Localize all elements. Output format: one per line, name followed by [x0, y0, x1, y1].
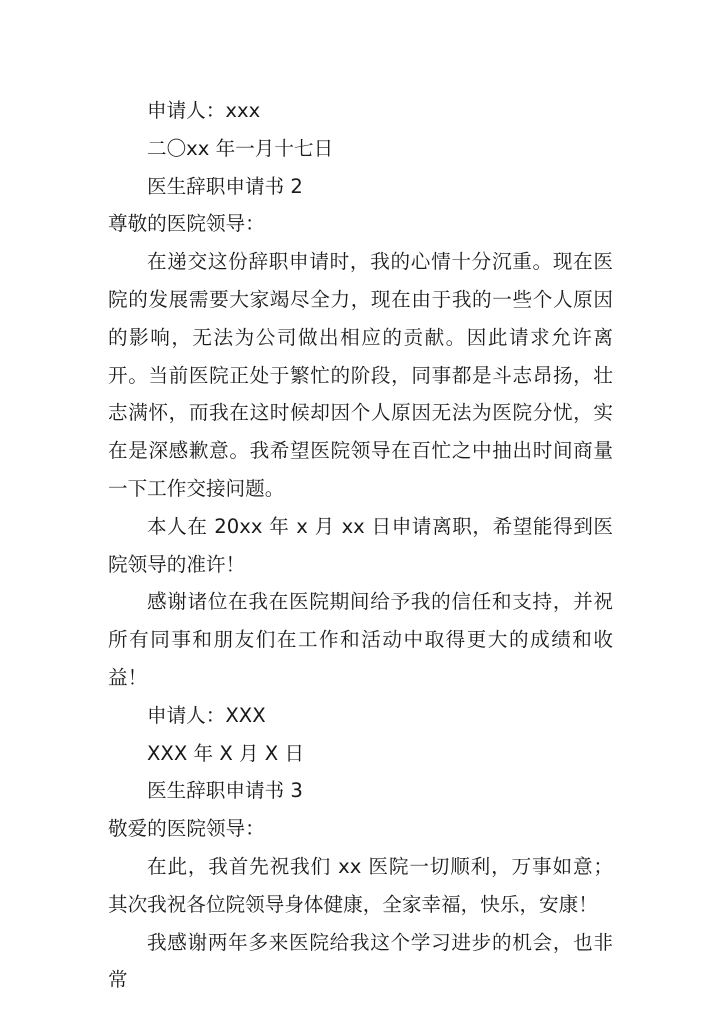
- applicant-line: 申请人：XXX: [147, 703, 266, 727]
- document-body: [108, 92, 613, 999]
- body-paragraph: 在此，我首先祝我们 xx 医院一切顺利，万事如意；其次我祝各位院领导身体健康，全家幸福，快乐，安康！: [108, 854, 613, 916]
- body-paragraph: 在递交这份辞职申请时，我的心情十分沉重。现在医院的发展需要大家竭尽全力，现在由于我的一些个人原因的影响，无法为公司做出相应的贡献。因此请求允许离开。当前医院正处于繁忙的阶段，同事都是斗志昂扬，壮志满怀，而我在这时候却因个人原因无法为医院分忧，实在是深感歉意。我希望医院领导在百忙之中抽出时间商量一下工作交接问题。: [108, 250, 613, 500]
- section-title-2: 医生辞职申请书 2: [147, 174, 303, 198]
- applicant-line: 申请人：xxx: [147, 99, 261, 122]
- date-line: XXX 年 X 月 X 日: [147, 741, 305, 765]
- body-paragraph: 本人在 20xx 年 x 月 xx 日申请离职，希望能得到医院领导的准许！: [108, 514, 613, 576]
- section-title-3: 医生辞职申请书 3: [147, 779, 303, 803]
- date-line: 二〇xx 年一月十七日: [147, 136, 334, 160]
- salutation-2: 尊敬的医院领导：: [108, 212, 265, 236]
- salutation-3: 敬爱的医院领导：: [108, 817, 265, 841]
- body-paragraph: 我感谢两年多来医院给我这个学习进步的机会，也非常: [108, 930, 613, 992]
- body-paragraph: 感谢诸位在我在医院期间给予我的信任和支持，并祝所有同事和朋友们在工作和活动中取得更大的成绩和收益！: [108, 590, 613, 689]
